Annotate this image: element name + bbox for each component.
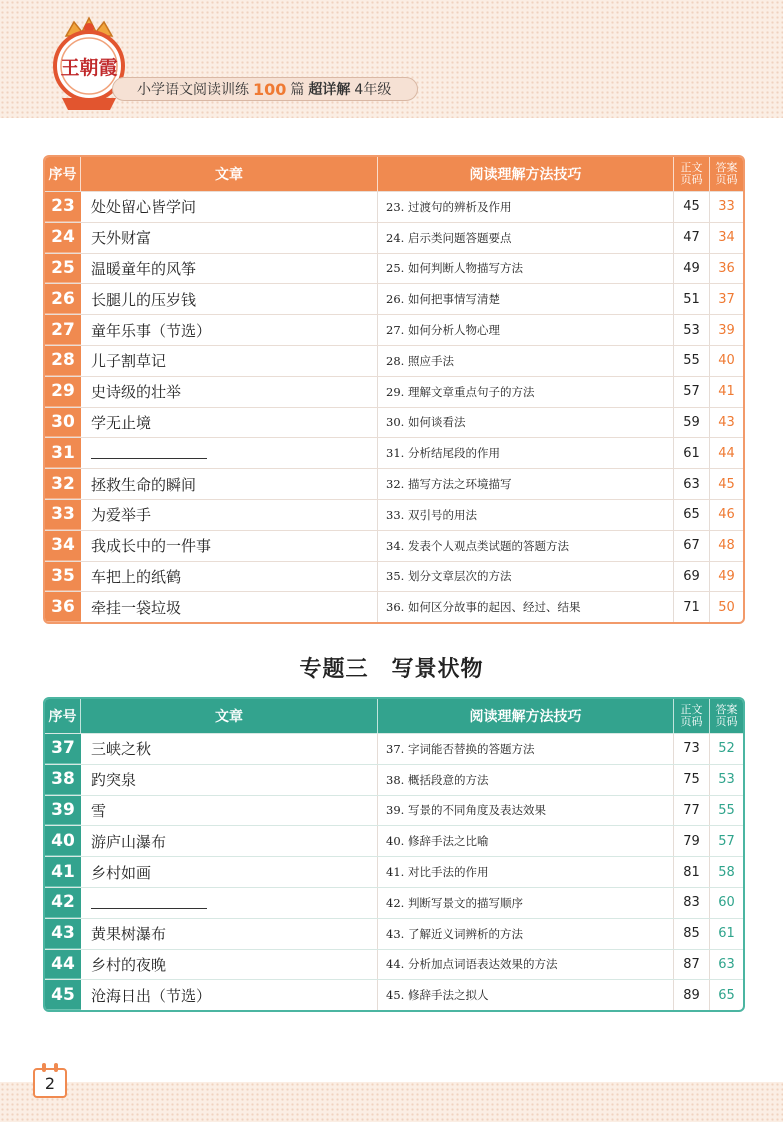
row-number: 39 [45,796,81,826]
table-row [45,887,743,918]
col-tip: 阅读理解方法技巧 [378,157,674,191]
article-title: 牵挂一袋垃圾 [81,592,378,622]
answer-page: 65 [718,987,735,1003]
table-row [45,979,743,1010]
svg-text:王朝霞: 王朝霞 [60,57,118,79]
table-row [45,407,743,438]
article-title: 车把上的纸鹤 [81,562,378,592]
method-tip: 27. 如何分析人物心理 [378,315,674,345]
article-title: 游庐山瀑布 [81,826,378,856]
col-page-line1: 正文 [680,703,703,716]
text-page: 69 [674,562,710,592]
article-title: 我成长中的一件事 [81,531,378,561]
text-page: 71 [674,592,710,622]
row-number: 26 [45,284,81,314]
answer-page: 60 [718,895,735,911]
method-tip: 43. 了解近义词辨析的方法 [378,919,674,949]
article-title: 乡村如画 [81,857,378,887]
text-page: 75 [674,765,710,795]
table-row [45,376,743,407]
col-article: 文章 [81,157,378,191]
method-tip: 32. 描写方法之环境描写 [378,469,674,499]
table-row [45,795,743,826]
col-page [674,157,710,191]
page-number-text: 2 [44,1073,56,1093]
method-tip: 26. 如何把事情写清楚 [378,284,674,314]
answer-page: 52 [718,741,735,757]
answer-page: 55 [718,802,735,818]
table-2 [43,697,745,1012]
col-page-line2: 页码 [680,715,703,728]
article-title: 趵突泉 [81,765,378,795]
text-page: 79 [674,826,710,856]
series-title-bar [112,77,418,101]
article-title: 史诗级的壮举 [81,377,378,407]
method-tip: 29. 理解文章重点句子的方法 [378,377,674,407]
text-page: 83 [674,888,710,918]
answer-page: 34 [718,230,735,246]
series-unit: 篇 [290,82,305,98]
method-tip: 31. 分析结尾段的作用 [378,438,674,468]
calendar-ring-icon [42,1063,46,1072]
answer-page: 57 [718,833,735,849]
table-row [45,222,743,253]
row-number: 35 [45,562,81,592]
col-answer [710,699,743,733]
text-page: 51 [674,284,710,314]
col-answer [710,157,743,191]
series-bold: 超详解 [308,82,351,98]
blank-title-line [91,897,207,909]
row-number: 27 [45,315,81,345]
answer-page: 40 [718,353,735,369]
table-row [45,253,743,284]
text-page: 59 [674,408,710,438]
series-number: 100 [253,79,287,99]
text-page: 65 [674,500,710,530]
answer-page: 61 [718,926,735,942]
table-row [45,468,743,499]
answer-page: 44 [718,445,735,461]
col-article: 文章 [81,699,378,733]
article-title: 童年乐事（节选） [81,315,378,345]
method-tip: 36. 如何区分故事的起因、经过、结果 [378,592,674,622]
answer-page: 43 [718,414,735,430]
answer-page: 37 [718,291,735,307]
answer-page: 39 [718,322,735,338]
table-row [45,191,743,222]
table-row [45,530,743,561]
text-page: 61 [674,438,710,468]
row-number: 44 [45,950,81,980]
method-tip: 23. 过渡句的辨析及作用 [378,192,674,222]
row-number: 40 [45,826,81,856]
table-row [45,591,743,622]
text-page: 73 [674,734,710,764]
answer-page: 49 [718,568,735,584]
article-title: 儿子割草记 [81,346,378,376]
col-page-line1: 正文 [680,161,703,174]
blank-title-line [91,447,207,459]
table-row [45,733,743,764]
col-answer-line1: 答案 [715,703,738,716]
page-number [33,1068,67,1098]
article-title: 拯救生命的瞬间 [81,469,378,499]
method-tip: 35. 划分文章层次的方法 [378,562,674,592]
series-grade: 4年级 [354,82,392,98]
table-1-body [45,191,743,622]
answer-page: 48 [718,538,735,554]
article-title: 处处留心皆学问 [81,192,378,222]
table-1 [43,155,745,624]
table-row [45,314,743,345]
answer-page: 41 [718,384,735,400]
series-prefix: 小学语文阅读训练 [137,82,249,98]
col-num: 序号 [45,157,81,191]
table-row [45,856,743,887]
text-page: 67 [674,531,710,561]
method-tip: 30. 如何谈看法 [378,408,674,438]
answer-page: 63 [718,956,735,972]
method-tip: 34. 发表个人观点类试题的答题方法 [378,531,674,561]
text-page: 77 [674,796,710,826]
row-number: 33 [45,500,81,530]
row-number: 24 [45,223,81,253]
article-title [81,888,378,918]
row-number: 43 [45,919,81,949]
table-row [45,345,743,376]
article-title: 温暖童年的风筝 [81,254,378,284]
row-number: 30 [45,408,81,438]
method-tip: 42. 判断写景文的描写顺序 [378,888,674,918]
text-page: 89 [674,980,710,1010]
method-tip: 37. 字词能否替换的答题方法 [378,734,674,764]
article-title [81,438,378,468]
answer-page: 33 [718,199,735,215]
section-title: 专题三 写景状物 [299,657,484,682]
article-title: 乡村的夜晚 [81,950,378,980]
col-answer-line1: 答案 [715,161,738,174]
method-tip: 41. 对比手法的作用 [378,857,674,887]
article-title: 为爱举手 [81,500,378,530]
table-2-body [45,733,743,1010]
row-number: 42 [45,888,81,918]
row-number: 28 [45,346,81,376]
answer-page: 45 [718,476,735,492]
text-page: 85 [674,919,710,949]
table-row [45,825,743,856]
method-tip: 33. 双引号的用法 [378,500,674,530]
text-page: 55 [674,346,710,376]
article-title: 黄果树瀑布 [81,919,378,949]
table-row [45,949,743,980]
answer-page: 58 [718,864,735,880]
article-title: 学无止境 [81,408,378,438]
method-tip: 24. 启示类问题答题要点 [378,223,674,253]
method-tip: 28. 照应手法 [378,346,674,376]
method-tip: 44. 分析加点词语表达效果的方法 [378,950,674,980]
row-number: 29 [45,377,81,407]
footer-band [0,1082,783,1122]
row-number: 34 [45,531,81,561]
text-page: 45 [674,192,710,222]
row-number: 23 [45,192,81,222]
row-number: 45 [45,980,81,1010]
row-number: 31 [45,438,81,468]
row-number: 32 [45,469,81,499]
text-page: 81 [674,857,710,887]
col-tip: 阅读理解方法技巧 [378,699,674,733]
table-row [45,437,743,468]
col-answer-line2: 页码 [715,173,738,186]
table-row [45,499,743,530]
calendar-ring-icon [54,1063,58,1072]
answer-page: 46 [718,507,735,523]
col-num: 序号 [45,699,81,733]
table-row [45,561,743,592]
row-number: 36 [45,592,81,622]
method-tip: 25. 如何判断人物描写方法 [378,254,674,284]
text-page: 49 [674,254,710,284]
text-page: 57 [674,377,710,407]
text-page: 63 [674,469,710,499]
row-number: 38 [45,765,81,795]
method-tip: 45. 修辞手法之拟人 [378,980,674,1010]
row-number: 25 [45,254,81,284]
table-row [45,283,743,314]
article-title: 雪 [81,796,378,826]
text-page: 87 [674,950,710,980]
text-page: 47 [674,223,710,253]
table-row [45,764,743,795]
col-page [674,699,710,733]
table-1-header [45,157,743,191]
col-answer-line2: 页码 [715,715,738,728]
table-row [45,918,743,949]
method-tip: 39. 写景的不同角度及表达效果 [378,796,674,826]
text-page: 53 [674,315,710,345]
method-tip: 40. 修辞手法之比喻 [378,826,674,856]
row-number: 41 [45,857,81,887]
brand-logo [46,12,132,116]
row-number: 37 [45,734,81,764]
answer-page: 50 [718,599,735,615]
method-tip: 38. 概括段意的方法 [378,765,674,795]
article-title: 天外财富 [81,223,378,253]
col-page-line2: 页码 [680,173,703,186]
answer-page: 53 [718,772,735,788]
article-title: 三峡之秋 [81,734,378,764]
table-2-header [45,699,743,733]
article-title: 沧海日出（节选） [81,980,378,1010]
article-title: 长腿儿的压岁钱 [81,284,378,314]
answer-page: 36 [718,260,735,276]
